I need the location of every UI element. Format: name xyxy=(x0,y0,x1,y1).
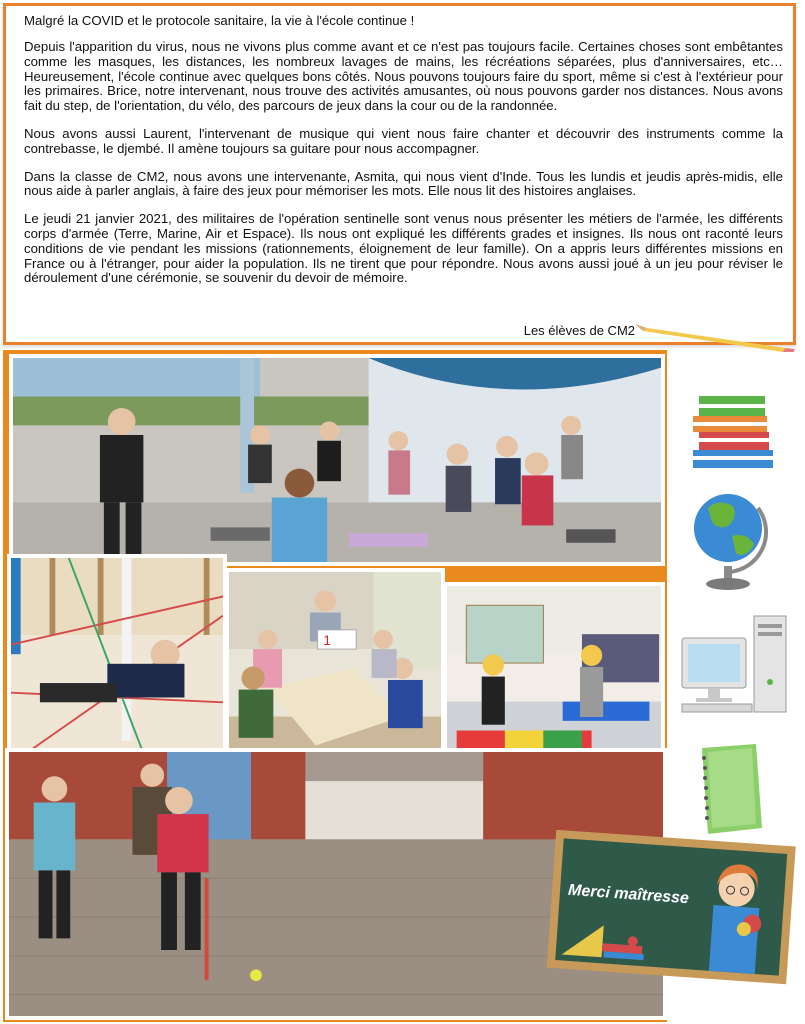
article-paragraph-1: Depuis l'apparition du virus, nous ne vivons plus comme avant et ce n'est pas toujours facile. Certaines choses sont embêtantes comme les masques, les distances, les nombreux lavages de mains, les récréations séparées, plus d'anniversaires, etc… Heureusement, l'école continue avec quelques bons côtés. Nous pouvons toujours faire du sport, même si c'est à l'extérieur pour les primaires. Brice, notre intervenant, nous trouve des activités amusantes, où nous pouvons garder nos distances. Nous avons fait du step, de l'orientation, du vélo, des parcours de jeux dans la cour ou de la randonnée. xyxy=(24,39,783,114)
merci-text: Merci maîtresse xyxy=(567,881,690,908)
article-paragraph-4: Le jeudi 21 janvier 2021, des militaires de l'opération sentinelle sont venus nous présenter les métiers de l'armée, les différents corps d'armée (Terre, Marine, Air et Espace). Ils nous ont expliqué les différents grades et insignes. Ils nous ont raconté leurs conditions de vie pendant les missions (rationnements, éloignement de leur famille). On a appris leurs différentes missions en France ou à l'étranger, pour aider la population. Ils ne tirent que pour répondre. Nous avons aussi joué à un jeu pour réviser le déroulement d'une cérémonie, se souvenir du devoir de mémoire. xyxy=(24,211,783,286)
globe-icon xyxy=(688,488,773,593)
photo-step-exercise xyxy=(9,354,665,566)
notebook-icon xyxy=(690,740,770,840)
article-paragraph-3: Dans la classe de CM2, nous avons une intervenante, Asmita, qui nous vient d'Inde. Tous les lundis et jeudis après-midis, elle nous aide à parler anglais, à faire des jeux pour mémoriser les mots. Elle nous lit des histoires anglaises. xyxy=(24,168,783,199)
photo-laser-game xyxy=(7,554,227,764)
classroom-sign-number: 1 xyxy=(323,633,331,649)
article-paragraph-2: Nous avons aussi Laurent, l'intervenant de musique qui vient nous faire chanter et découvrir des instruments comme la contrebasse, le djembé. Il amène toujours sa guitare pour nous accompagner. xyxy=(24,125,783,156)
article-title: Malgré la COVID et le protocole sanitaire, la vie à l'école continue ! xyxy=(24,13,415,28)
computer-icon xyxy=(678,612,790,717)
article-signature: Les élèves de CM2 xyxy=(523,323,635,338)
pencil-icon xyxy=(635,322,797,352)
article-box xyxy=(3,3,796,345)
merci-maitresse-card xyxy=(545,830,797,990)
books-icon xyxy=(685,380,780,475)
